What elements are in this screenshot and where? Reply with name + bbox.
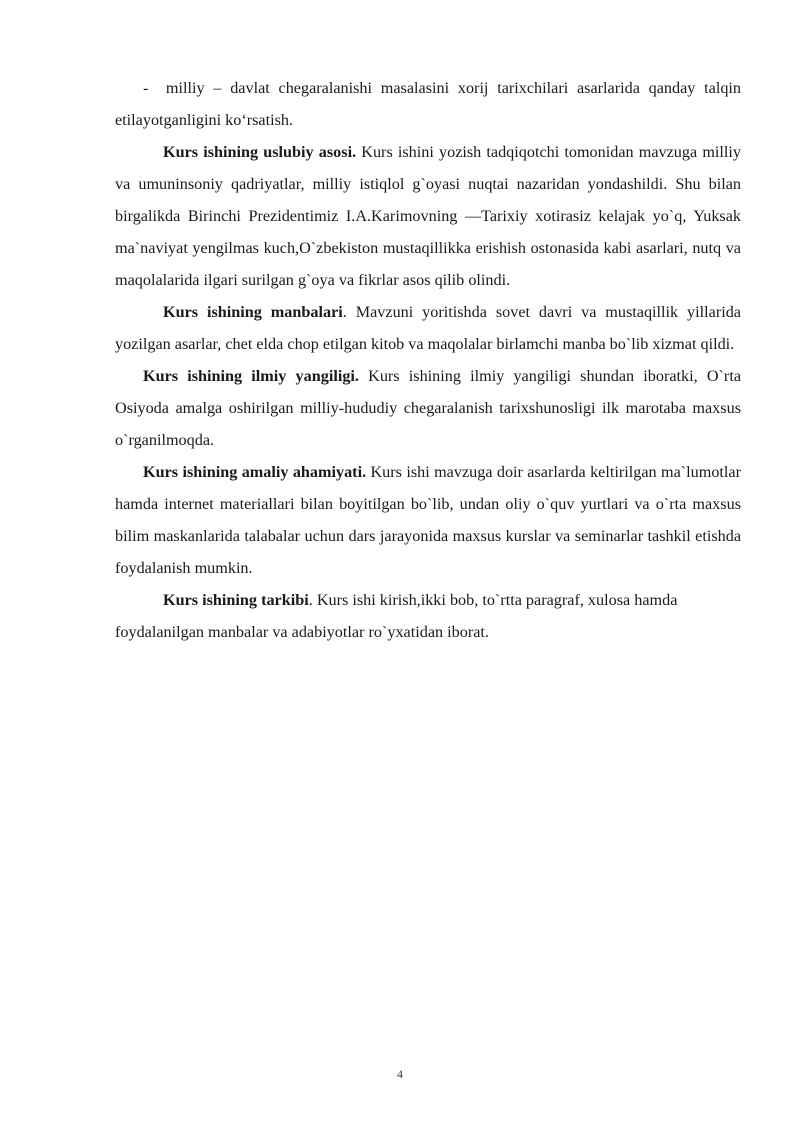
sources-heading: Kurs ishining manbalari — [163, 303, 343, 321]
structure-text: . Kurs ishi kirish,ikki bob, to`rtta paragraf, xulosa hamda foydalanilgan manbalar va adabiyotlar ro`yxatidan iborat. — [115, 591, 678, 641]
practical-text: Kurs ishi mavzuga doir asarlarda keltirilgan ma`lumotlar hamda internet materiallari bilan boyitilgan bo`lib, undan oliy o`quv yurtlari va o`rta maxsus bilim maskanlarida talabalar uchun dars jarayonida maxsus kurslar va seminarlar tashkil etishda foydalanish mumkin. — [115, 463, 741, 577]
intro-text: milliy – davlat chegaralanishi masalasini xorij tarixchilari asarlarida qanday talqin etilayotganligini ko‘rsatish. — [115, 79, 742, 129]
intro-paragraph — [115, 72, 741, 136]
dash-bullet: - — [143, 79, 149, 97]
structure-paragraph — [115, 584, 741, 648]
methodology-paragraph — [115, 136, 741, 296]
sources-text: . Mavzuni yoritishda sovet davri va mustaqillik yillarida yozilgan asarlar, chet elda chop etilgan kitob va maqolalar birlamchi manba bo`lib xizmat qildi. — [115, 303, 741, 353]
document-body — [115, 72, 741, 648]
methodology-text: Kurs ishini yozish tadqiqotchi tomonidan mavzuga milliy va umuninsoniy qadriyatlar, milliy istiqlol g`oyasi nuqtai nazaridan yondashildi. Shu bilan birgalikda Birinchi Prezidentimiz I.A.Karimovning ―Tarixiy xotirasiz kelajak yo`q, Yuksak ma`naviyat yengilmas kuch,O`zbekiston mustaqillikka erishish ostonasida kabi asarlari, nutq va maqolalarida ilgari surilgan g`oya va fikrlar asos qilib olindi. — [115, 143, 741, 289]
methodology-heading: Kurs ishining uslubiy asosi. — [163, 143, 357, 161]
novelty-paragraph — [115, 360, 741, 456]
page-number: 4 — [397, 1067, 403, 1081]
practical-heading: Kurs ishining amaliy ahamiyati. — [143, 463, 367, 481]
sources-paragraph — [115, 296, 741, 360]
novelty-text: Kurs ishining ilmiy yangiligi shundan iboratki, O`rta Osiyoda amalga oshirilgan milliy-hududiy chegaralanish tarixshunosligi ilk marotaba maxsus o`rganilmoqda. — [115, 367, 741, 449]
practical-paragraph — [115, 456, 741, 584]
novelty-heading: Kurs ishining ilmiy yangiligi. — [143, 367, 359, 385]
structure-heading: Kurs ishining tarkibi — [163, 591, 309, 609]
